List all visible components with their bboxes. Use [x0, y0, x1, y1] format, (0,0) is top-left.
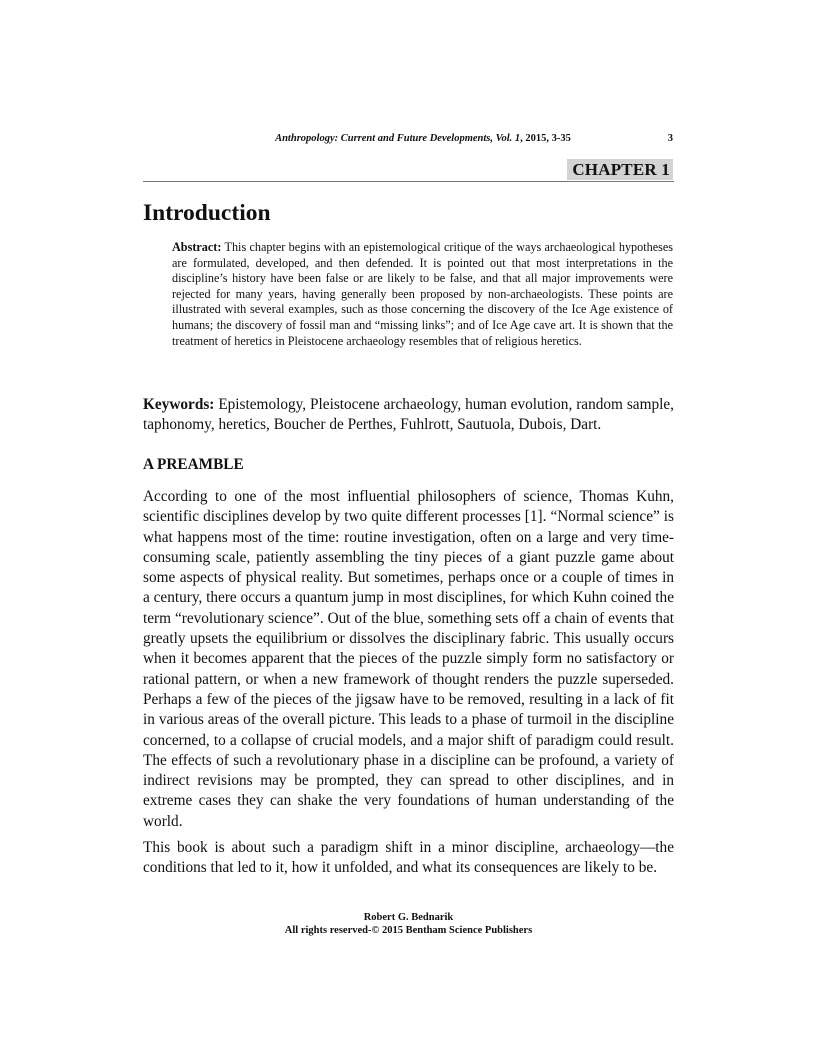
body-paragraph: According to one of the most influential philosophers of science, Thomas Kuhn, scientific disciplines develop by two quite different processes [1]. “Normal science” is what happens most of the time: routine investigation, often on a large and very time-consuming scale, patiently assembling the tiny pieces of a giant puzzle game about some aspects of physical reality. But sometimes, perhaps once or a couple of times in a century, there occurs a quantum jump in most disciplines, for which Kuhn coined the term “revolutionary science”. Out of the blue, something sets off a chain of events that greatly upsets the equilibrium or dissolves the disciplinary fabric. This usually occurs when it becomes apparent that the pieces of the puzzle simply form no satisfactory or rational pattern, or when a new framework of thought renders the puzzle superseded. Perhaps a few of the pieces of the jigsaw have to be removed, resulting in a lack of fit in various areas of the overall picture. This leads to a phase of turmoil in the discipline concerned, to a collapse of crucial models, and a major shift of paradigm could result. The effects of such a revolutionary phase in a discipline can be profound, a variety of indirect revisions may be prompted, they can spread to other disciplines, and in extreme cases they can shake the very foundations of human understanding of the world. [143, 488, 674, 830]
page-footer [143, 911, 674, 937]
footer-copyright: All rights reserved-© 2015 Bentham Science Publishers [284, 925, 533, 936]
abstract-text: This chapter begins with an epistemological critique of the ways archaeological hypotheses are formulated, developed, and then defended. It is pointed out that most interpretations in the discipline’s history have been false or are likely to be false, and that all major improvements were rejected for many years, having generally been proposed by non-archaeologists. These points are illustrated with several examples, such as those concerning the discovery of the Ice Age existence of humans; the discovery of fossil man and “missing links”; and of Ice Age cave art. It is shown that the treatment of heretics in Pleistocene archaeology resembles that of religious heretics. [172, 240, 674, 348]
journal-name: Anthropology: Current and Future Developments, Vol. 1 [275, 133, 521, 144]
body-paragraph: This book is about such a paradigm shift in a minor discipline, archaeology—the conditions that led to it, how it unfolded, and what its consequences are likely to be. [143, 839, 674, 877]
abstract-label: Abstract: [172, 240, 222, 254]
keywords [143, 395, 674, 435]
footer-author: Robert G. Bednarik [363, 912, 454, 923]
journal-citation [143, 133, 673, 144]
running-head [143, 133, 673, 149]
keywords-label: Keywords: [143, 396, 215, 413]
journal-year-pages: , 2015, 3-35 [520, 133, 571, 144]
chapter-title: Introduction [143, 200, 271, 226]
header-rule [143, 181, 674, 182]
page-number: 3 [667, 133, 673, 144]
section-heading: A PREAMBLE [143, 456, 244, 473]
abstract [172, 240, 673, 349]
chapter-label: CHAPTER 1 [567, 159, 673, 180]
keywords-text: Epistemology, Pleistocene archaeology, human evolution, random sample, taphonomy, heretics, Boucher de Perthes, Fuhlrott, Sautuola, Dubois, Dart. [143, 396, 674, 434]
